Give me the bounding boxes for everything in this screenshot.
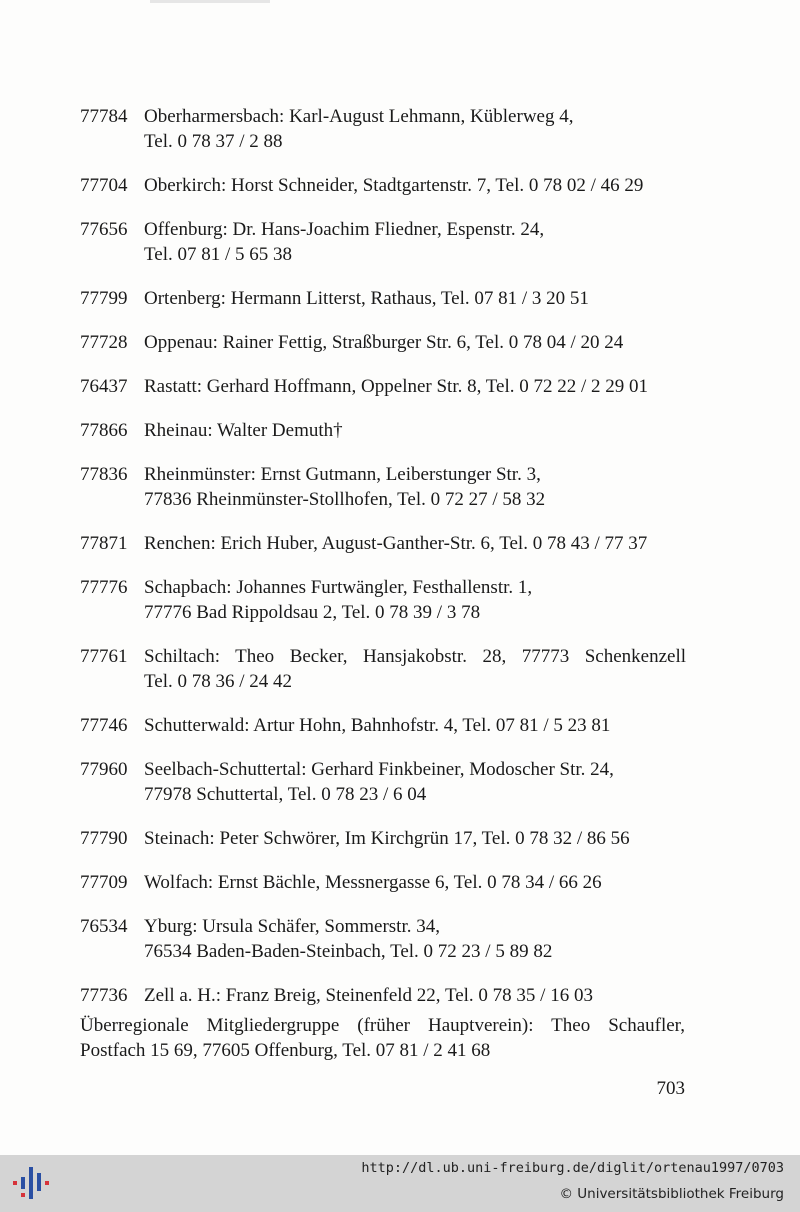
entry-text	[144, 757, 686, 807]
scan-artifact	[150, 0, 270, 3]
entry-text	[144, 217, 686, 267]
entry-line: Tel. 0 78 36 / 24 42	[144, 671, 293, 692]
entry-text	[144, 104, 686, 154]
entry-line: Rheinau: Walter Demuth†	[144, 420, 343, 441]
footer-note	[80, 1013, 685, 1063]
postal-code: 77871	[80, 533, 128, 554]
ub-freiburg-logo-icon[interactable]	[12, 1163, 50, 1203]
entry-line: Tel. 0 78 37 / 2 88	[144, 131, 283, 152]
postal-code: 77790	[80, 828, 128, 849]
entry-line: Oberkirch: Horst Schneider, Stadtgartenstr. 7, Tel. 0 78 02 / 46 29	[144, 175, 644, 196]
entry-text	[144, 418, 686, 443]
list-item	[80, 826, 686, 851]
entry-line: Schapbach: Johannes Furtwängler, Festhallenstr. 1,	[144, 577, 533, 598]
entry-text	[144, 870, 686, 895]
entry-text	[144, 330, 686, 355]
postal-code: 77728	[80, 332, 128, 353]
copyright-text: © Universitätsbibliothek Freiburg	[559, 1186, 784, 1202]
entry-line: Rastatt: Gerhard Hoffmann, Oppelner Str. 8, Tel. 0 72 22 / 2 29 01	[144, 376, 649, 397]
entry-line: Tel. 07 81 / 5 65 38	[144, 244, 293, 265]
entry-line: Oppenau: Rainer Fettig, Straßburger Str. 6, Tel. 0 78 04 / 20 24	[144, 332, 624, 353]
entry-text	[144, 914, 686, 964]
list-item	[80, 713, 686, 738]
postal-code: 77836	[80, 464, 128, 485]
entry-line: Steinach: Peter Schwörer, Im Kirchgrün 17, Tel. 0 78 32 / 86 56	[144, 828, 630, 849]
entry-line: Yburg: Ursula Schäfer, Sommerstr. 34,	[144, 916, 440, 937]
member-list	[80, 104, 686, 1027]
postal-code: 77960	[80, 759, 128, 780]
entry-line: Rheinmünster: Ernst Gutmann, Leiberstunger Str. 3,	[144, 464, 541, 485]
entry-line: 77776 Bad Rippoldsau 2, Tel. 0 78 39 / 3 78	[144, 602, 481, 623]
entry-line: Wolfach: Ernst Bächle, Messnergasse 6, Tel. 0 78 34 / 66 26	[144, 872, 602, 893]
list-item	[80, 286, 686, 311]
footer-note-line: Postfach 15 69, 77605 Offenburg, Tel. 07 81 / 2 41 68	[80, 1040, 491, 1061]
entry-line: Schutterwald: Artur Hohn, Bahnhofstr. 4, Tel. 07 81 / 5 23 81	[144, 715, 611, 736]
footer-note-line: Überregionale Mitgliedergruppe (früher Hauptverein): Theo Schaufler,	[80, 1015, 685, 1036]
entry-text	[144, 713, 686, 738]
list-item	[80, 983, 686, 1008]
list-item	[80, 575, 686, 625]
list-item	[80, 462, 686, 512]
postal-code: 77704	[80, 175, 128, 196]
list-item	[80, 644, 686, 694]
entry-line: 77836 Rheinmünster-Stollhofen, Tel. 0 72 27 / 58 32	[144, 489, 546, 510]
list-item	[80, 104, 686, 154]
entry-text	[144, 575, 686, 625]
entry-text	[144, 286, 686, 311]
source-url-link[interactable]: http://dl.ub.uni-freiburg.de/diglit/ortenau1997/0703	[361, 1160, 784, 1176]
postal-code: 77736	[80, 985, 128, 1006]
postal-code: 76437	[80, 376, 128, 397]
list-item	[80, 418, 686, 443]
postal-code: 76534	[80, 916, 128, 937]
postal-code: 77784	[80, 106, 128, 127]
postal-code: 77866	[80, 420, 128, 441]
list-item	[80, 914, 686, 964]
entry-text	[144, 531, 686, 556]
entry-text	[144, 644, 686, 694]
list-item	[80, 217, 686, 267]
entry-text	[144, 173, 686, 198]
entry-line: 77978 Schuttertal, Tel. 0 78 23 / 6 04	[144, 784, 427, 805]
entry-line: Offenburg: Dr. Hans-Joachim Fliedner, Espenstr. 24,	[144, 219, 545, 240]
list-item	[80, 531, 686, 556]
entry-line: Ortenberg: Hermann Litterst, Rathaus, Tel. 07 81 / 3 20 51	[144, 288, 589, 309]
list-item	[80, 173, 686, 198]
postal-code: 77761	[80, 646, 128, 667]
entry-text	[144, 462, 686, 512]
list-item	[80, 870, 686, 895]
list-item	[80, 374, 686, 399]
entry-text	[144, 983, 686, 1008]
postal-code: 77709	[80, 872, 128, 893]
entry-line: Renchen: Erich Huber, August-Ganther-Str. 6, Tel. 0 78 43 / 77 37	[144, 533, 648, 554]
entry-line: Oberharmersbach: Karl-August Lehmann, Küblerweg 4,	[144, 106, 574, 127]
postal-code: 77799	[80, 288, 128, 309]
entry-text	[144, 826, 686, 851]
postal-code: 77776	[80, 577, 128, 598]
entry-text	[144, 374, 686, 399]
list-item	[80, 330, 686, 355]
entry-line: Zell a. H.: Franz Breig, Steinenfeld 22, Tel. 0 78 35 / 16 03	[144, 985, 593, 1006]
entry-line: 76534 Baden-Baden-Steinbach, Tel. 0 72 23 / 5 89 82	[144, 941, 553, 962]
entry-line: Seelbach-Schuttertal: Gerhard Finkbeiner, Modoscher Str. 24,	[144, 759, 614, 780]
list-item	[80, 757, 686, 807]
postal-code: 77746	[80, 715, 128, 736]
entry-line: Schiltach: Theo Becker, Hansjakobstr. 28, 77773 Schenkenzell	[144, 646, 686, 667]
postal-code: 77656	[80, 219, 128, 240]
page-number: 703	[656, 1078, 685, 1099]
